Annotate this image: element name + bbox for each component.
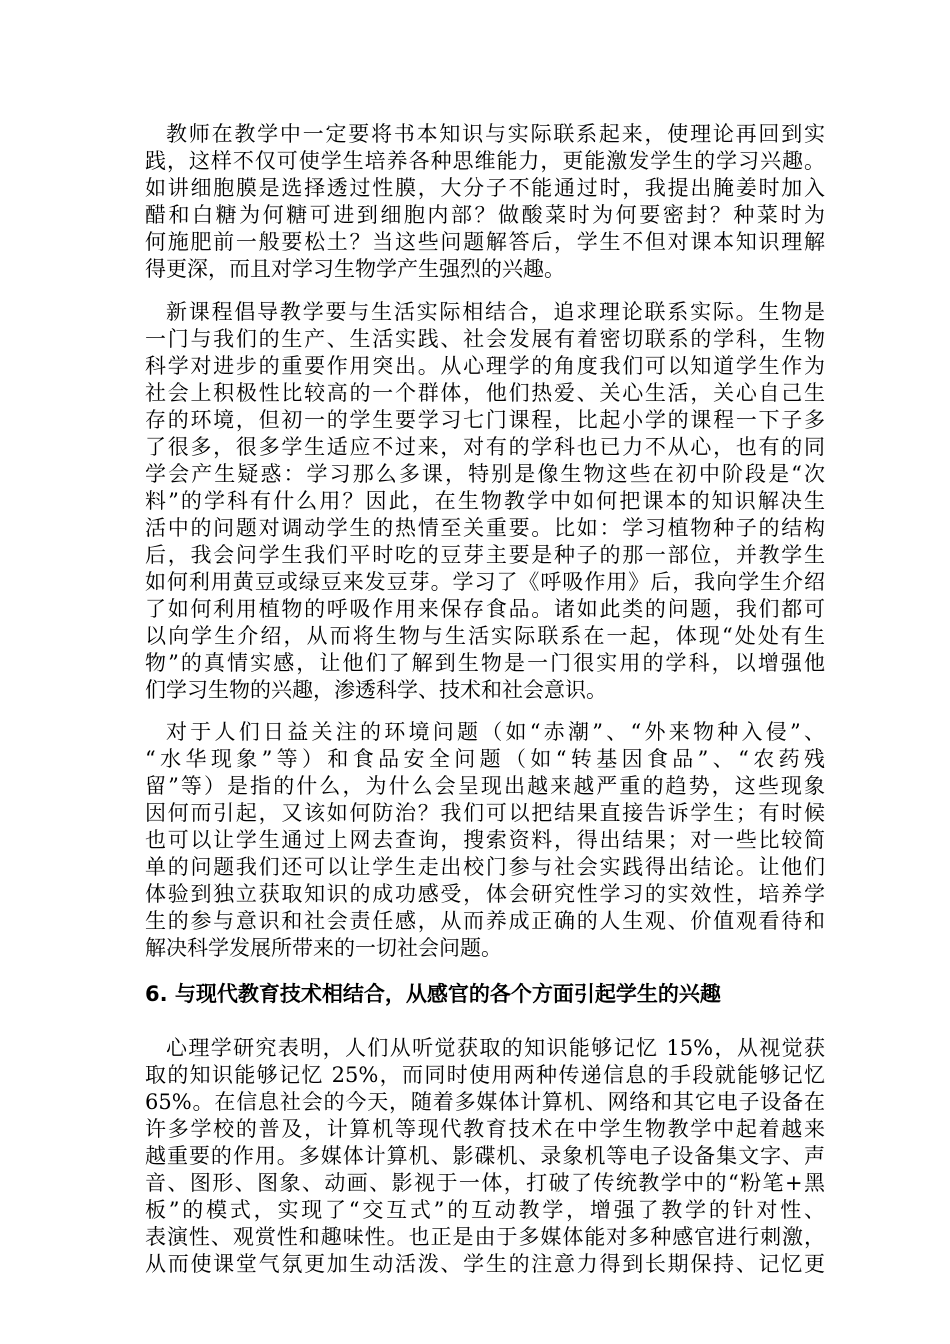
- text-line: “水华现象”等）和食品安全问题（如“转基因食品”、“农药残: [145, 747, 825, 771]
- text-line: 心理学研究表明，人们从听觉获取的知识能够记忆 15%，从视觉获: [166, 1036, 825, 1060]
- text-line: 科学对进步的重要作用突出。从心理学的角度我们可以知道学生作为: [145, 354, 825, 378]
- text-line: 得更深，而且对学习生物学产生强烈的兴趣。: [145, 257, 565, 281]
- text-line: 社会上积极性比较高的一个群体，他们热爱、关心生活，关心自己生: [145, 381, 825, 405]
- text-line: 新课程倡导教学要与生活实际相结合，追求理论联系实际。生物是: [166, 300, 825, 324]
- text-line: 体验到独立获取知识的成功感受，体会研究性学习的实效性，培养学: [145, 882, 825, 906]
- text-line: 表演性、观赏性和趣味性。也正是由于多媒体能对多种感官进行刺激，: [145, 1225, 825, 1249]
- text-line: 教师在教学中一定要将书本知识与实际联系起来，使理论再回到实: [166, 122, 825, 146]
- text-line: 65%。在信息社会的今天，随着多媒体计算机、网络和其它电子设备在: [145, 1090, 825, 1114]
- text-line: 活中的问题对调动学生的热情至关重要。比如：学习植物种子的结构: [145, 516, 825, 540]
- text-line: 醋和白糖为何糖可进到细胞内部？做酸菜时为何要密封？种菜时为: [145, 203, 825, 227]
- text-line: 板”的模式，实现了“交互式”的互动教学，增强了教学的针对性、: [145, 1198, 825, 1222]
- text-line: 了很多，很多学生适应不过来，对有的学科也已力不从心，也有的同: [145, 435, 825, 459]
- text-line: 留”等）是指的什么，为什么会呈现出越来越严重的趋势，这些现象: [145, 774, 825, 798]
- text-line: 对于人们日益关注的环境问题（如“赤潮”、“外来物种入侵”、: [166, 720, 825, 744]
- text-line: 解决科学发展所带来的一切社会问题。: [145, 936, 502, 960]
- text-line: 一门与我们的生产、生活实践、社会发展有着密切联系的学科，生物: [145, 327, 825, 351]
- text-line: 单的问题我们还可以让学生走出校门参与社会实践得出结论。让他们: [145, 855, 825, 879]
- text-line: 何施肥前一般要松土？当这些问题解答后，学生不但对课本知识理解: [145, 230, 825, 254]
- text-line: 从而使课堂气氛更加生动活泼、学生的注意力得到长期保持、记忆更: [145, 1252, 825, 1276]
- text-line: 们学习生物的兴趣，渗透科学、技术和社会意识。: [145, 678, 607, 702]
- text-line: 了如何利用植物的呼吸作用来保存食品。诸如此类的问题，我们都可: [145, 597, 825, 621]
- text-line: 以向学生介绍，从而将生物与生活实际联系在一起，体现“处处有生: [145, 624, 825, 648]
- text-line: 生的参与意识和社会责任感，从而养成正确的人生观、价值观看待和: [145, 909, 825, 933]
- text-line: 音、图形、图象、动画、影视于一体，打破了传统教学中的“粉笔+黑: [145, 1171, 825, 1195]
- text-line: 物”的真情实感，让他们了解到生物是一门很实用的学科，以增强他: [145, 651, 825, 675]
- text-line: 后，我会问学生我们平时吃的豆芽主要是种子的那一部位，并教学生: [145, 543, 825, 567]
- text-line: 因何而引起，又该如何防治？我们可以把结果直接告诉学生；有时候: [145, 801, 825, 825]
- text-line: 学会产生疑惑：学习那么多课，特别是像生物这些在初中阶段是“次: [145, 462, 825, 486]
- text-line: 料”的学科有什么用？因此，在生物教学中如何把课本的知识解决生: [145, 489, 825, 513]
- text-line: 取的知识能够记忆 25%，而同时使用两种传递信息的手段就能够记忆: [145, 1063, 825, 1087]
- text-line: 也可以让学生通过上网去查询，搜索资料，得出结果；对一些比较简: [145, 828, 825, 852]
- text-line: 许多学校的普及，计算机等现代教育技术在中学生物教学中起着越来: [145, 1117, 825, 1141]
- text-line: 如讲细胞膜是选择透过性膜，大分子不能通过时，我提出腌姜时加入: [145, 176, 825, 200]
- text-line: 越重要的作用。多媒体计算机、影碟机、录象机等电子设备集文字、声: [145, 1144, 825, 1168]
- section-heading: 6. 与现代教育技术相结合，从感官的各个方面引起学生的兴趣: [145, 982, 721, 1006]
- text-line: 践，这样不仅可使学生培养各种思维能力，更能激发学生的学习兴趣。: [145, 149, 825, 173]
- text-line: 存的环境，但初一的学生要学习七门课程，比起小学的课程一下子多: [145, 408, 825, 432]
- text-line: 如何利用黄豆或绿豆来发豆芽。学习了《呼吸作用》后，我向学生介绍: [145, 570, 825, 594]
